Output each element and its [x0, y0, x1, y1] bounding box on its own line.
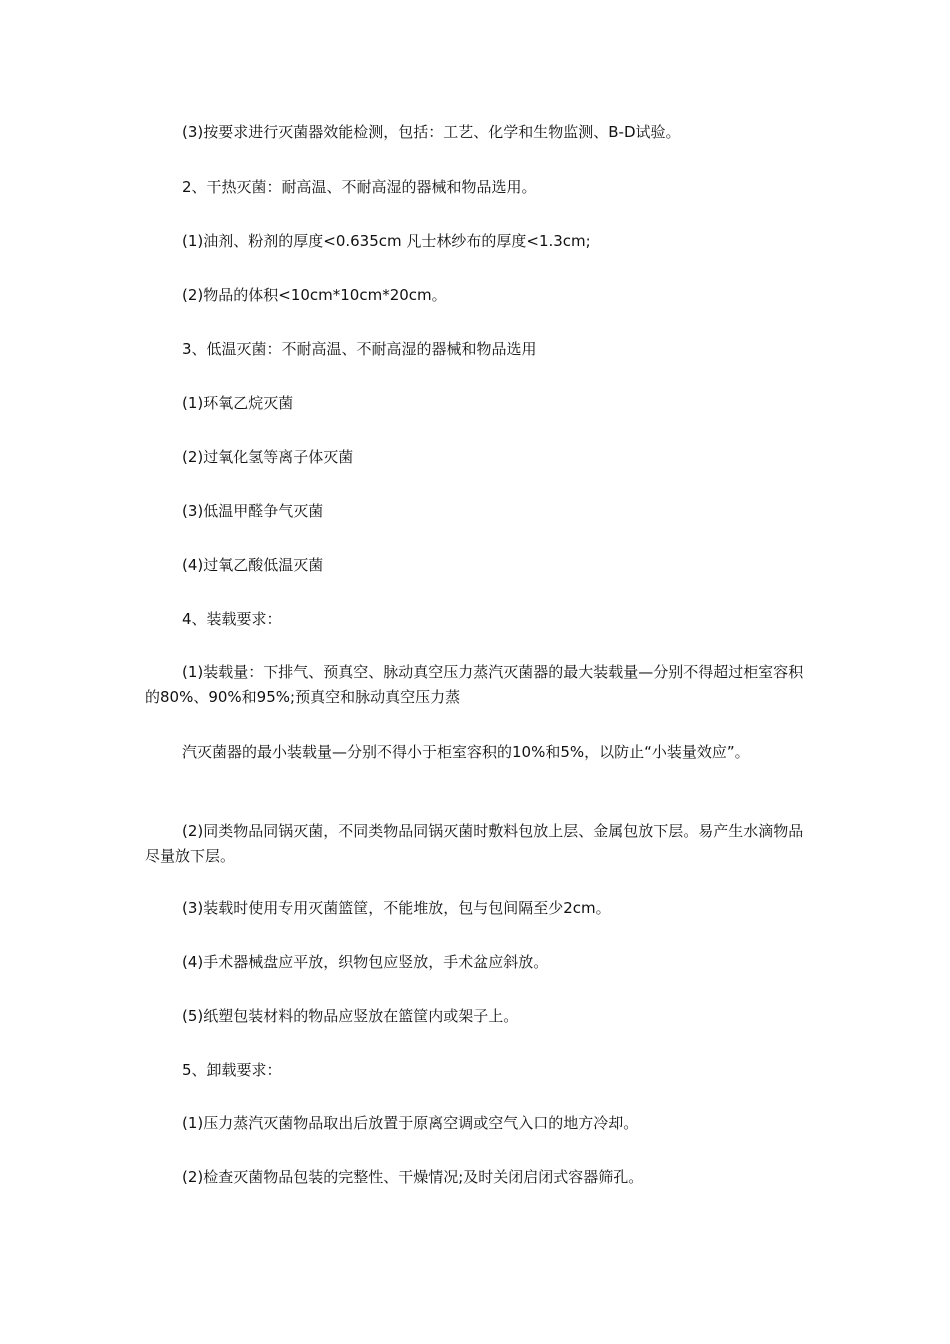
paragraph-package-inspection: (2)检查灭菌物品包装的完整性、干燥情况;及时关闭启闭式容器筛孔。 — [182, 1168, 644, 1186]
paragraph-tray-orientation: (4)手术器械盘应平放，织物包应竖放，手术盆应斜放。 — [182, 953, 549, 971]
list-item-hydrogen-peroxide-plasma: (2)过氧化氢等离子体灭菌 — [182, 448, 354, 466]
heading-dry-heat-sterilization: 2、干热灭菌：耐高温、不耐高湿的器械和物品选用。 — [182, 178, 537, 196]
paragraph-same-type-items: (2)同类物品同锅灭菌，不同类物品同锅灭菌时敷料包放上层、金属包放下层。易产生水滴物品尽量放下层。 — [145, 822, 804, 865]
list-item-formaldehyde-steam: (3)低温甲醛争气灭菌 — [182, 502, 324, 520]
heading-loading-requirements: 4、装载要求： — [182, 610, 282, 628]
paragraph-oil-powder-thickness: (1)油剂、粉剂的厚度<0.635cm 凡士林纱布的厚度<1.3cm; — [182, 232, 591, 250]
list-item-peracetic-acid: (4)过氧乙酸低温灭菌 — [182, 556, 324, 574]
paragraph-basket-spacing: (3)装载时使用专用灭菌篮筐，不能堆放，包与包间隔至少2cm。 — [182, 899, 611, 917]
list-item-ethylene-oxide: (1)环氧乙烷灭菌 — [182, 394, 294, 412]
paragraph-paper-plastic-packaging: (5)纸塑包装材料的物品应竖放在篮筐内或架子上。 — [182, 1007, 519, 1025]
paragraph-loading-capacity: (1)装载量：下排气、预真空、脉动真空压力蒸汽灭菌器的最大装载量—分别不得超过柜室容积的80%、90%和95%;预真空和脉动真空压力蒸 — [145, 663, 804, 706]
paragraph-item-volume: (2)物品的体积<10cm*10cm*20cm。 — [182, 286, 447, 304]
paragraph-cooling-placement: (1)压力蒸汽灭菌物品取出后放置于原离空调或空气入口的地方冷却。 — [182, 1114, 639, 1132]
paragraph-min-loading: 汽灭菌器的最小装载量—分别不得小于柜室容积的10%和5%，以防止“小装量效应”。 — [182, 743, 750, 761]
heading-unloading-requirements: 5、卸载要求： — [182, 1061, 282, 1079]
heading-low-temp-sterilization: 3、低温灭菌：不耐高温、不耐高湿的器械和物品选用 — [182, 340, 537, 358]
paragraph-efficacy-testing: (3)按要求进行灭菌器效能检测，包括：工艺、化学和生物监测、B-D试验。 — [182, 123, 681, 141]
